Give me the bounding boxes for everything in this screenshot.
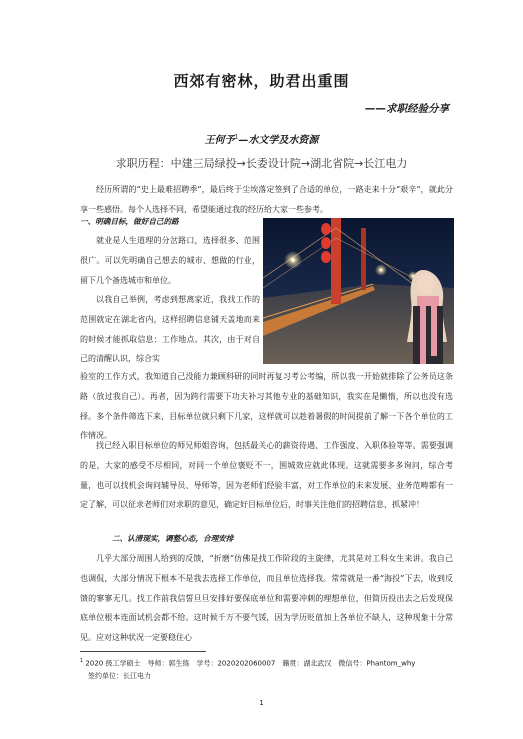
section1-paragraph-4: 找已经入职目标单位的师兄师姐咨询，包括最关心的薪资待遇、工作强度、入职体验等等。需要强调的是，大家的感受不尽相同，对同一个单位褒贬不一，围城效应就此体现。这就需要多多询问，综合考量，也可以找机会询问辅导员、导师等，因为老师们经验丰富，对工作单位的未来发展、业务范畴都有一定了解，可以征求老师们对求职的意见，确定好目标单位后，时事关注他们的招聘信息，抓紧冲！ bbox=[80, 441, 453, 510]
section1-heading: 一、明确目标，做好自己的路 bbox=[80, 217, 179, 226]
section2-paragraph-1: 几乎大部分周围人给到的反馈，“折磨”仿佛是找工作阶段的主旋律，尤其是对工科女生来讲。我自己也调侃，大部分情况下根本不是我去选择工作单位，而且单位选择我。常常就是一番“海投”下去，收到反馈的寥寥无几。找工作前我信誓旦旦安排好要保底单位和需要冲刺的理想单位，但简历投出去之后发现保底单位根本连面试机会都不给。这时候千万不要气馁，因为学历贬值加上各单位不缺人，这种现象十分常见。应对这种状况一定要稳住心 bbox=[80, 554, 453, 643]
footnote-mark: 1 bbox=[80, 658, 84, 664]
section1-paragraph-3: 验室的工作方式，我知道自己没能力兼顾科研的同时再复习考公考编，所以我一开始就排除了公务员这条路（放过我自己）。再者，因为跨行需要下功夫补习其他专业的基础知识，我实在是懒惰，所以也没有选择。多个条件筛选下来，目标单位就只剩下几家，这样就可以趁着暑假的时间提前了解一下各个单位的工作情况。 bbox=[80, 372, 453, 441]
author-line bbox=[0, 131, 523, 146]
intro-paragraph: 经历所谓的“史上最难招聘季”，最后终于尘埃落定签到了合适的单位，一路走来十分“艰辛”，就此分享一些感悟。每个人选择不同，希望能通过我的经历给大家一些参考。 bbox=[80, 185, 453, 214]
footnote-line-1: 2020 级工学硕士 导师：郭生练 学号：2020202060007 籍贯：湖北武汉 微信号：Phantom_why bbox=[85, 659, 416, 668]
author-footnote-mark: 1 bbox=[234, 133, 239, 141]
footnote-divider bbox=[80, 651, 206, 652]
footnote-line-2: 签约单位：长江电力 bbox=[88, 672, 151, 681]
career-path: 求职历程：中建三局绿投→长委设计院→湖北省院→长江电力 bbox=[115, 157, 408, 170]
page-title: 西郊有密林，助君出重围 bbox=[173, 72, 350, 90]
bridge-night-portrait-photo bbox=[263, 218, 454, 364]
section2-heading: 二、认清现实，调整心态，合理安排 bbox=[112, 534, 234, 543]
page-subtitle: ——求职经验分享 bbox=[365, 103, 449, 115]
section1-paragraph-2: 以我自己举例，考虑到想离家近，我找工作的范围就定在湖北省内，这样招聘信息铺天盖地而来的时候才能抓取信息：工作地点。其次，由于对自己的清醒认识，综合实 bbox=[80, 295, 260, 364]
author-name: 王何予 bbox=[204, 135, 235, 146]
section1-paragraph-1: 就业是人生道理的分岔路口，选择很多、范围很广。可以先明确自己想去的城市、想做的行业，留下几个备选城市和单位。 bbox=[80, 236, 260, 285]
author-field: —水文学及水资源 bbox=[238, 135, 319, 146]
footnote bbox=[80, 655, 460, 683]
page-number: 1 bbox=[259, 699, 264, 707]
